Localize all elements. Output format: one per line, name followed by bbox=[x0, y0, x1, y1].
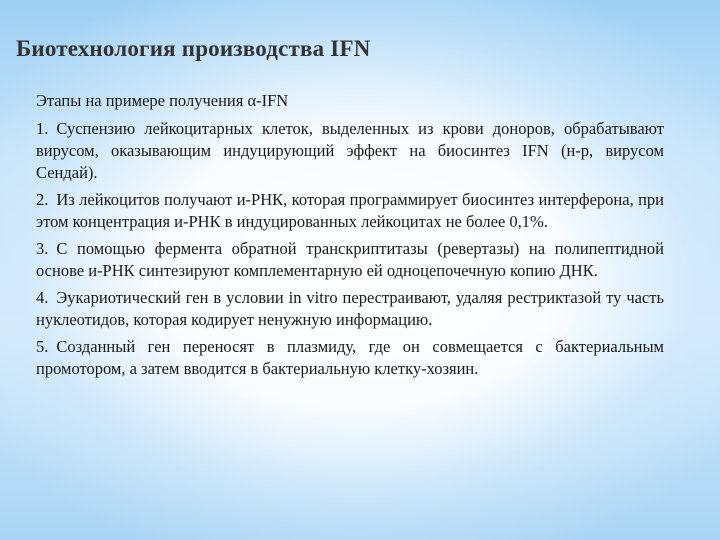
step-text: С помощью фермента обратной транскриптитазы (ревертазы) на полипептидной основе и-РНК синтезируют комплементарную ей одноцепочечную копию ДНК. bbox=[36, 239, 664, 280]
step-item bbox=[36, 287, 664, 331]
slide-body bbox=[36, 90, 664, 385]
slide-title: Биотехнология производства IFN bbox=[16, 36, 371, 61]
step-item bbox=[36, 238, 664, 282]
step-text: Эукариотический ген в условии in vitro перестраивают, удаляя рестриктазой ту часть нуклеотидов, которая кодирует ненужную информацию. bbox=[36, 288, 664, 329]
steps-list bbox=[36, 118, 664, 380]
step-item bbox=[36, 189, 664, 233]
step-number: 5. bbox=[36, 337, 49, 356]
step-text: Суспензию лейкоцитарных клеток, выделенных из крови доноров, обрабатывают вирусом, оказывающим индуцирующий эффект на биосинтез IFN (н-р, вирусом Сендай). bbox=[36, 119, 664, 182]
step-number: 3. bbox=[36, 239, 49, 258]
step-item bbox=[36, 336, 664, 380]
step-number: 2. bbox=[36, 190, 49, 209]
intro-text: Этапы на примере получения α-IFN bbox=[36, 91, 289, 110]
step-text: Из лейкоцитов получают и-РНК, которая программирует биосинтез интерферона, при этом концентрация и-РНК в индуцированных лейкоцитах не более 0,1%. bbox=[36, 190, 664, 231]
step-number: 4. bbox=[36, 288, 49, 307]
step-item bbox=[36, 118, 664, 184]
step-text: Созданный ген переносят в плазмиду, где он совмещается с бактериальным промотором, а затем вводится в бактериальную клетку-хозяин. bbox=[36, 337, 664, 378]
step-number: 1. bbox=[36, 119, 49, 138]
